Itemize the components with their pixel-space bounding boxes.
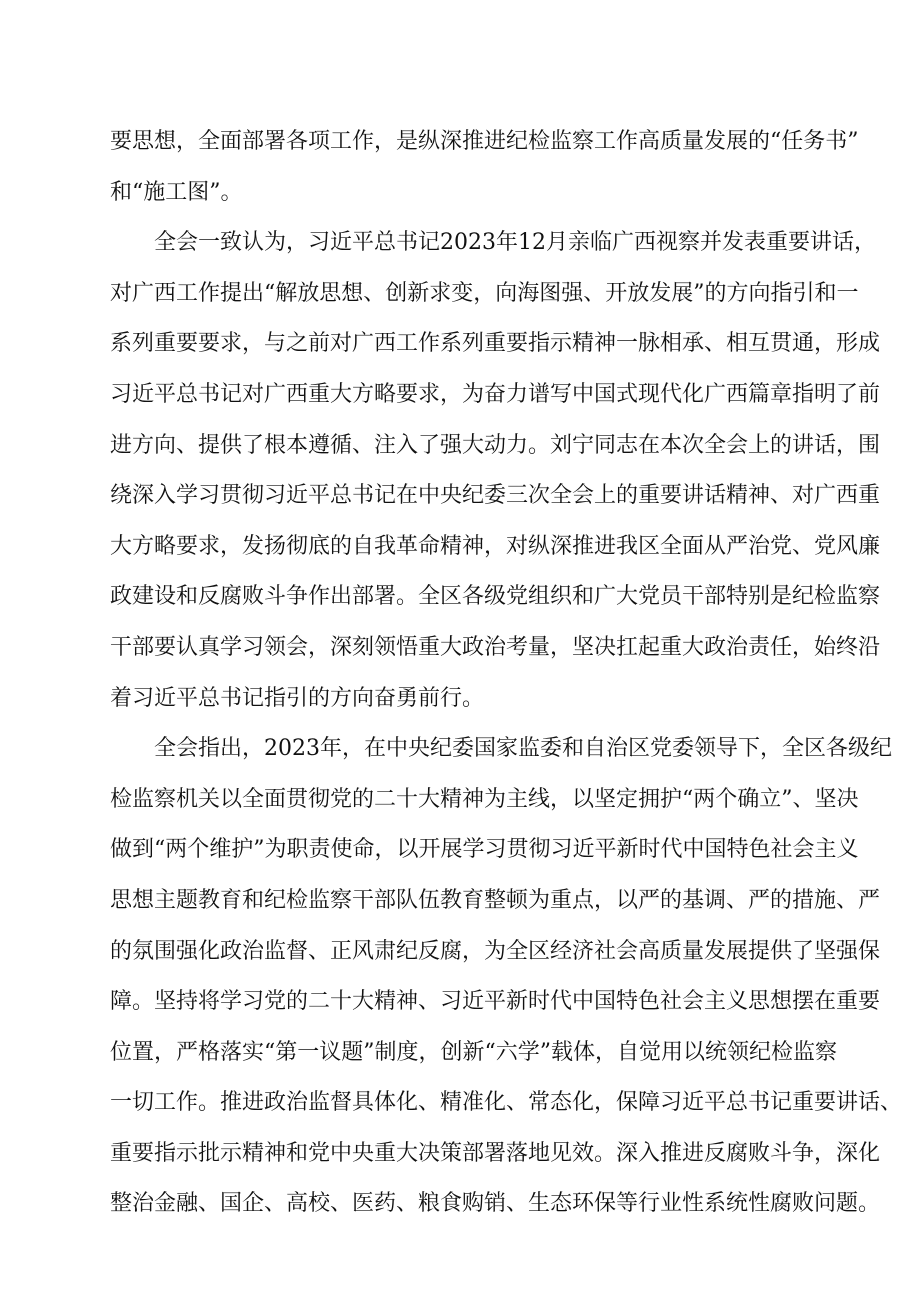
paragraph-3-line-4: 思想主题教育和纪检监察干部队伍教育整顿为重点，以严的基调、严的措施、严 (110, 887, 881, 913)
paragraph-2-line-9: 干部要认真学习领会，深刻领悟重大政治考量，坚决扛起重大政治责任，始终沿 (110, 634, 881, 660)
paragraph-3-line-1: 全会指出，2023年，在中央纪委国家监委和自治区党委领导下，全区各级纪 (154, 736, 892, 762)
paragraph-3-line-10: 整治金融、国企、高校、医药、粮食购销、生态环保等行业性系统性腐败问题。 (110, 1191, 881, 1217)
paragraph-3-line-3: 做到“两个维护”为职责使命，以开展学习贯彻习近平新时代中国特色社会主义 (110, 837, 859, 863)
paragraph-2-line-10: 着习近平总书记指引的方向奋勇前行。 (110, 685, 485, 711)
paragraph-2-line-4: 习近平总书记对广西重大方略要求，为奋力谱写中国式现代化广西篇章指明了前 (110, 381, 881, 407)
paragraph-3-line-6: 障。坚持将学习党的二十大精神、习近平新时代中国特色社会主义思想摆在重要 (110, 989, 881, 1015)
paragraph-2-line-1: 全会一致认为，习近平总书记2023年12月亲临广西视察并发表重要讲话， (154, 230, 876, 256)
paragraph-3-line-7: 位置，严格落实“第一议题”制度，创新“六学”载体，自觉用以统领纪检监察 (110, 1039, 837, 1065)
paragraph-1-line-2: 和“施工图”。 (110, 179, 243, 205)
paragraph-3-line-5: 的氛围强化政治监督、正风肃纪反腐，为全区经济社会高质量发展提供了坚强保 (110, 938, 881, 964)
paragraph-3-line-9: 重要指示批示精神和党中央重大决策部署落地见效。深入推进反腐败斗争，深化 (110, 1140, 881, 1166)
paragraph-3-line-2: 检监察机关以全面贯彻党的二十大精神为主线，以坚定拥护“两个确立”、坚决 (110, 786, 859, 812)
paragraph-3-line-8: 一切工作。推进政治监督具体化、精准化、常态化，保障习近平总书记重要讲话、 (110, 1090, 903, 1116)
document-body (110, 117, 903, 1230)
paragraph-2-line-7: 大方略要求，发扬彻底的自我革命精神，对纵深推进我区全面从严治党、党风廉 (110, 533, 881, 559)
paragraph-2-line-8: 政建设和反腐败斗争作出部署。全区各级党组织和广大党员干部特别是纪检监察 (110, 584, 881, 610)
paragraph-2-line-2: 对广西工作提出“解放思想、创新求变，向海图强、开放发展”的方向指引和一 (110, 280, 859, 306)
paragraph-2-line-5: 进方向、提供了根本遵循、注入了强大动力。刘宁同志在本次全会上的讲话，围 (110, 432, 881, 458)
paragraph-1-line-1: 要思想，全面部署各项工作，是纵深推进纪检监察工作高质量发展的“任务书” (110, 129, 859, 154)
paragraph-2-line-6: 绕深入学习贯彻习近平总书记在中央纪委三次全会上的重要讲话精神、对广西重 (110, 483, 881, 509)
paragraph-2-line-3: 系列重要要求，与之前对广西工作系列重要指示精神一脉相承、相互贯通，形成 (110, 331, 881, 357)
